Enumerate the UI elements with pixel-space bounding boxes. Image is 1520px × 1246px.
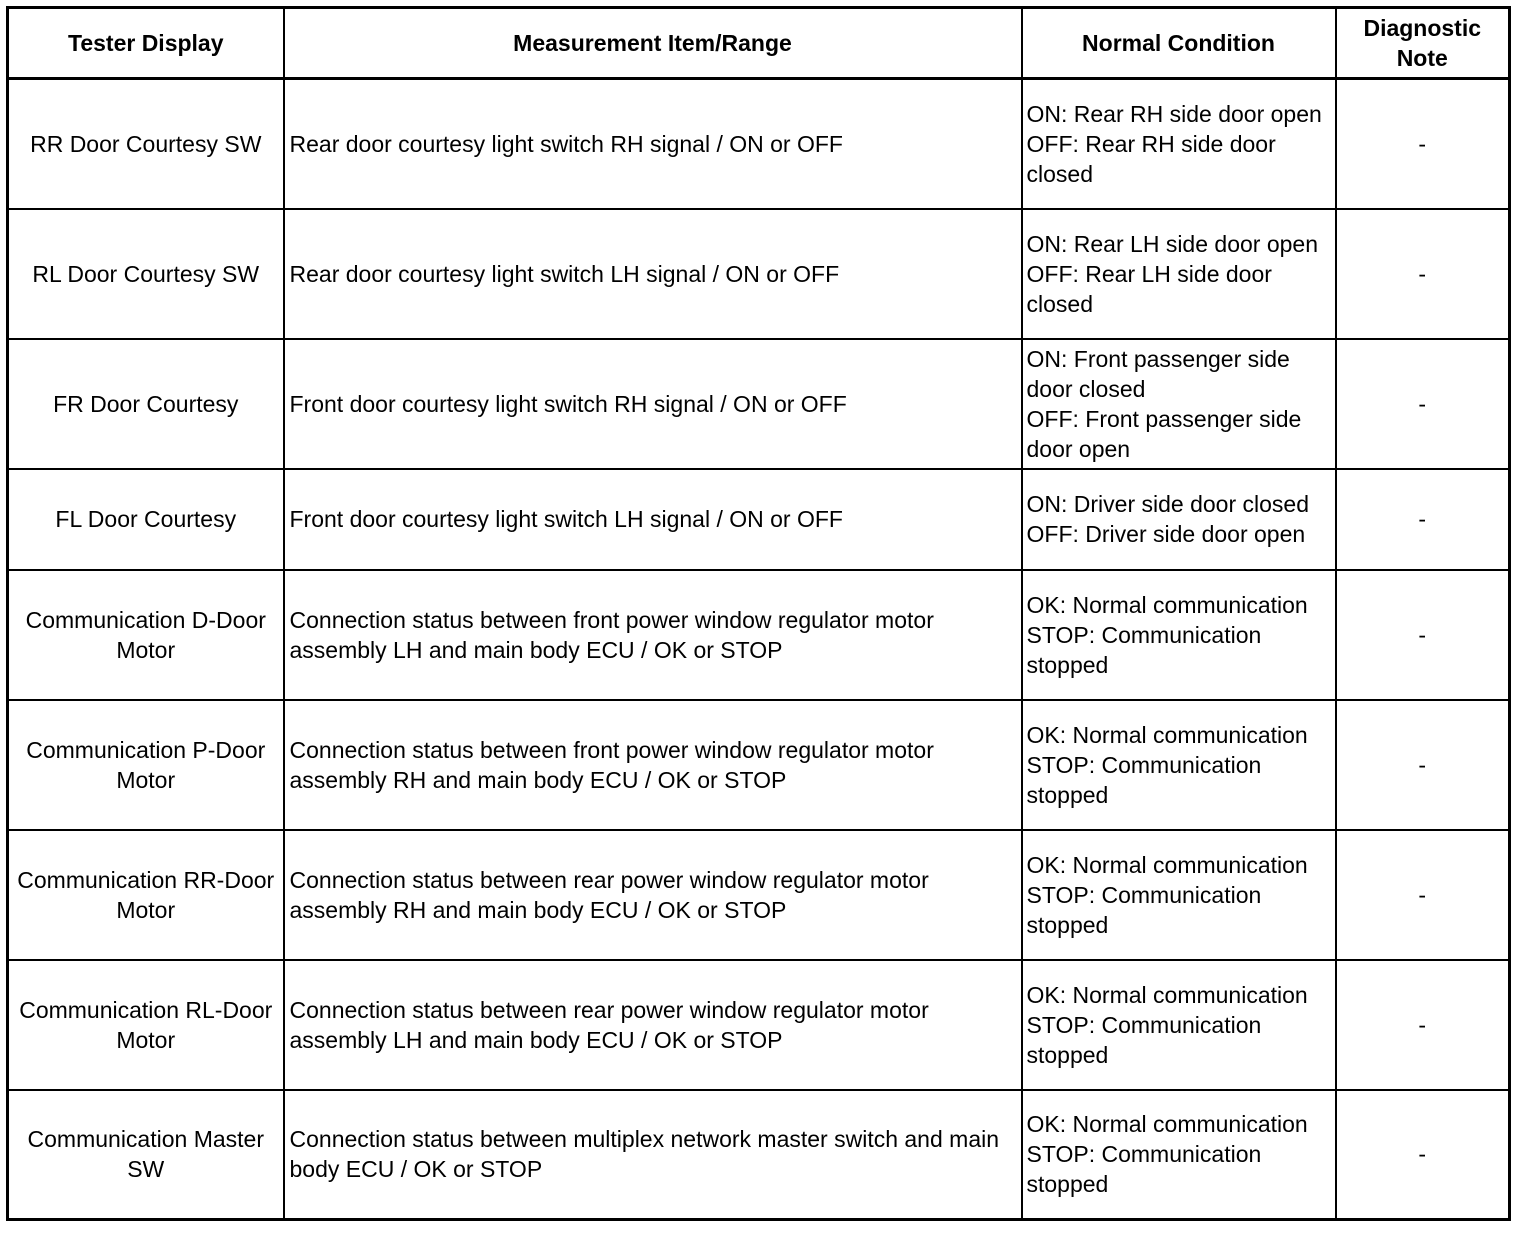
normal-condition-on: OK: Normal communication	[1026, 721, 1308, 748]
normal-condition-cell	[1022, 960, 1336, 1090]
table-row	[8, 339, 1510, 469]
header-row	[8, 8, 1510, 79]
diagnostic-note-cell: -	[1336, 339, 1510, 469]
normal-condition-on: OK: Normal communication	[1026, 1111, 1308, 1138]
normal-condition-on: ON: Front passenger side door closed	[1026, 345, 1290, 402]
header-tester-display: Tester Display	[8, 8, 284, 79]
normal-condition-off: STOP: Communication stopped	[1026, 751, 1262, 808]
diagnostic-note-cell: -	[1336, 700, 1510, 830]
normal-condition-on: ON: Rear RH side door open	[1026, 100, 1322, 127]
diagnostic-note-cell: -	[1336, 570, 1510, 700]
normal-condition-on: ON: Driver side door closed	[1026, 491, 1309, 517]
tester-display-cell: Communication Master SW	[8, 1090, 284, 1220]
normal-condition-off: OFF: Front passenger side door open	[1026, 405, 1302, 462]
measurement-cell: Rear door courtesy light switch RH signal / ON or OFF	[284, 79, 1022, 209]
normal-condition-cell	[1022, 209, 1336, 339]
normal-condition-cell	[1022, 469, 1336, 570]
normal-condition-off: STOP: Communication stopped	[1026, 1011, 1262, 1068]
normal-condition-off: STOP: Communication stopped	[1026, 881, 1262, 938]
normal-condition-cell	[1022, 830, 1336, 960]
measurement-cell: Connection status between multiplex network master switch and main body ECU / OK or STOP	[284, 1090, 1022, 1220]
header-diagnostic-note: Diagnostic Note	[1336, 8, 1510, 79]
diagnostic-note-cell: -	[1336, 79, 1510, 209]
tester-display-cell: RR Door Courtesy SW	[8, 79, 284, 209]
header-normal-condition: Normal Condition	[1022, 8, 1336, 79]
normal-condition-cell	[1022, 570, 1336, 700]
tester-display-cell: Communication RL-Door Motor	[8, 960, 284, 1090]
measurement-cell: Front door courtesy light switch RH signal / ON or OFF	[284, 339, 1022, 469]
measurement-cell: Front door courtesy light switch LH signal / ON or OFF	[284, 469, 1022, 570]
normal-condition-cell	[1022, 339, 1336, 469]
measurement-cell: Connection status between rear power window regulator motor assembly RH and main body ECU / OK or STOP	[284, 830, 1022, 960]
tester-display-cell: Communication D-Door Motor	[8, 570, 284, 700]
diagnostic-note-cell: -	[1336, 1090, 1510, 1220]
tester-display-cell: RL Door Courtesy SW	[8, 209, 284, 339]
tester-display-cell: Communication RR-Door Motor	[8, 830, 284, 960]
measurement-cell: Rear door courtesy light switch LH signal / ON or OFF	[284, 209, 1022, 339]
normal-condition-on: OK: Normal communication	[1026, 851, 1308, 878]
measurement-cell: Connection status between front power window regulator motor assembly LH and main body ECU / OK or STOP	[284, 570, 1022, 700]
normal-condition-on: OK: Normal communication	[1026, 981, 1308, 1008]
tester-display-cell: Communication P-Door Motor	[8, 700, 284, 830]
normal-condition-on: OK: Normal communication	[1026, 591, 1308, 618]
diagnostic-note-cell: -	[1336, 469, 1510, 570]
tester-display-cell: FR Door Courtesy	[8, 339, 284, 469]
normal-condition-off: STOP: Communication stopped	[1026, 1141, 1262, 1198]
normal-condition-on: ON: Rear LH side door open	[1026, 230, 1318, 257]
normal-condition-off: STOP: Communication stopped	[1026, 621, 1262, 678]
normal-condition-cell	[1022, 1090, 1336, 1220]
normal-condition-off: OFF: Rear LH side door closed	[1026, 260, 1272, 317]
table-row	[8, 960, 1510, 1090]
normal-condition-off: OFF: Rear RH side door closed	[1026, 130, 1276, 187]
table-row	[8, 830, 1510, 960]
diagnostic-note-cell: -	[1336, 209, 1510, 339]
normal-condition-off: OFF: Driver side door open	[1026, 521, 1306, 547]
table-row	[8, 700, 1510, 830]
diagnostic-note-cell: -	[1336, 830, 1510, 960]
table-row	[8, 209, 1510, 339]
table-row	[8, 1090, 1510, 1220]
header-measurement: Measurement Item/Range	[284, 8, 1022, 79]
normal-condition-cell	[1022, 79, 1336, 209]
tester-display-cell: FL Door Courtesy	[8, 469, 284, 570]
table-row	[8, 469, 1510, 570]
diagnostic-data-table	[6, 6, 1511, 1221]
table-row	[8, 570, 1510, 700]
table-row	[8, 79, 1510, 209]
measurement-cell: Connection status between rear power window regulator motor assembly LH and main body ECU / OK or STOP	[284, 960, 1022, 1090]
normal-condition-cell	[1022, 700, 1336, 830]
measurement-cell: Connection status between front power window regulator motor assembly RH and main body ECU / OK or STOP	[284, 700, 1022, 830]
diagnostic-note-cell: -	[1336, 960, 1510, 1090]
